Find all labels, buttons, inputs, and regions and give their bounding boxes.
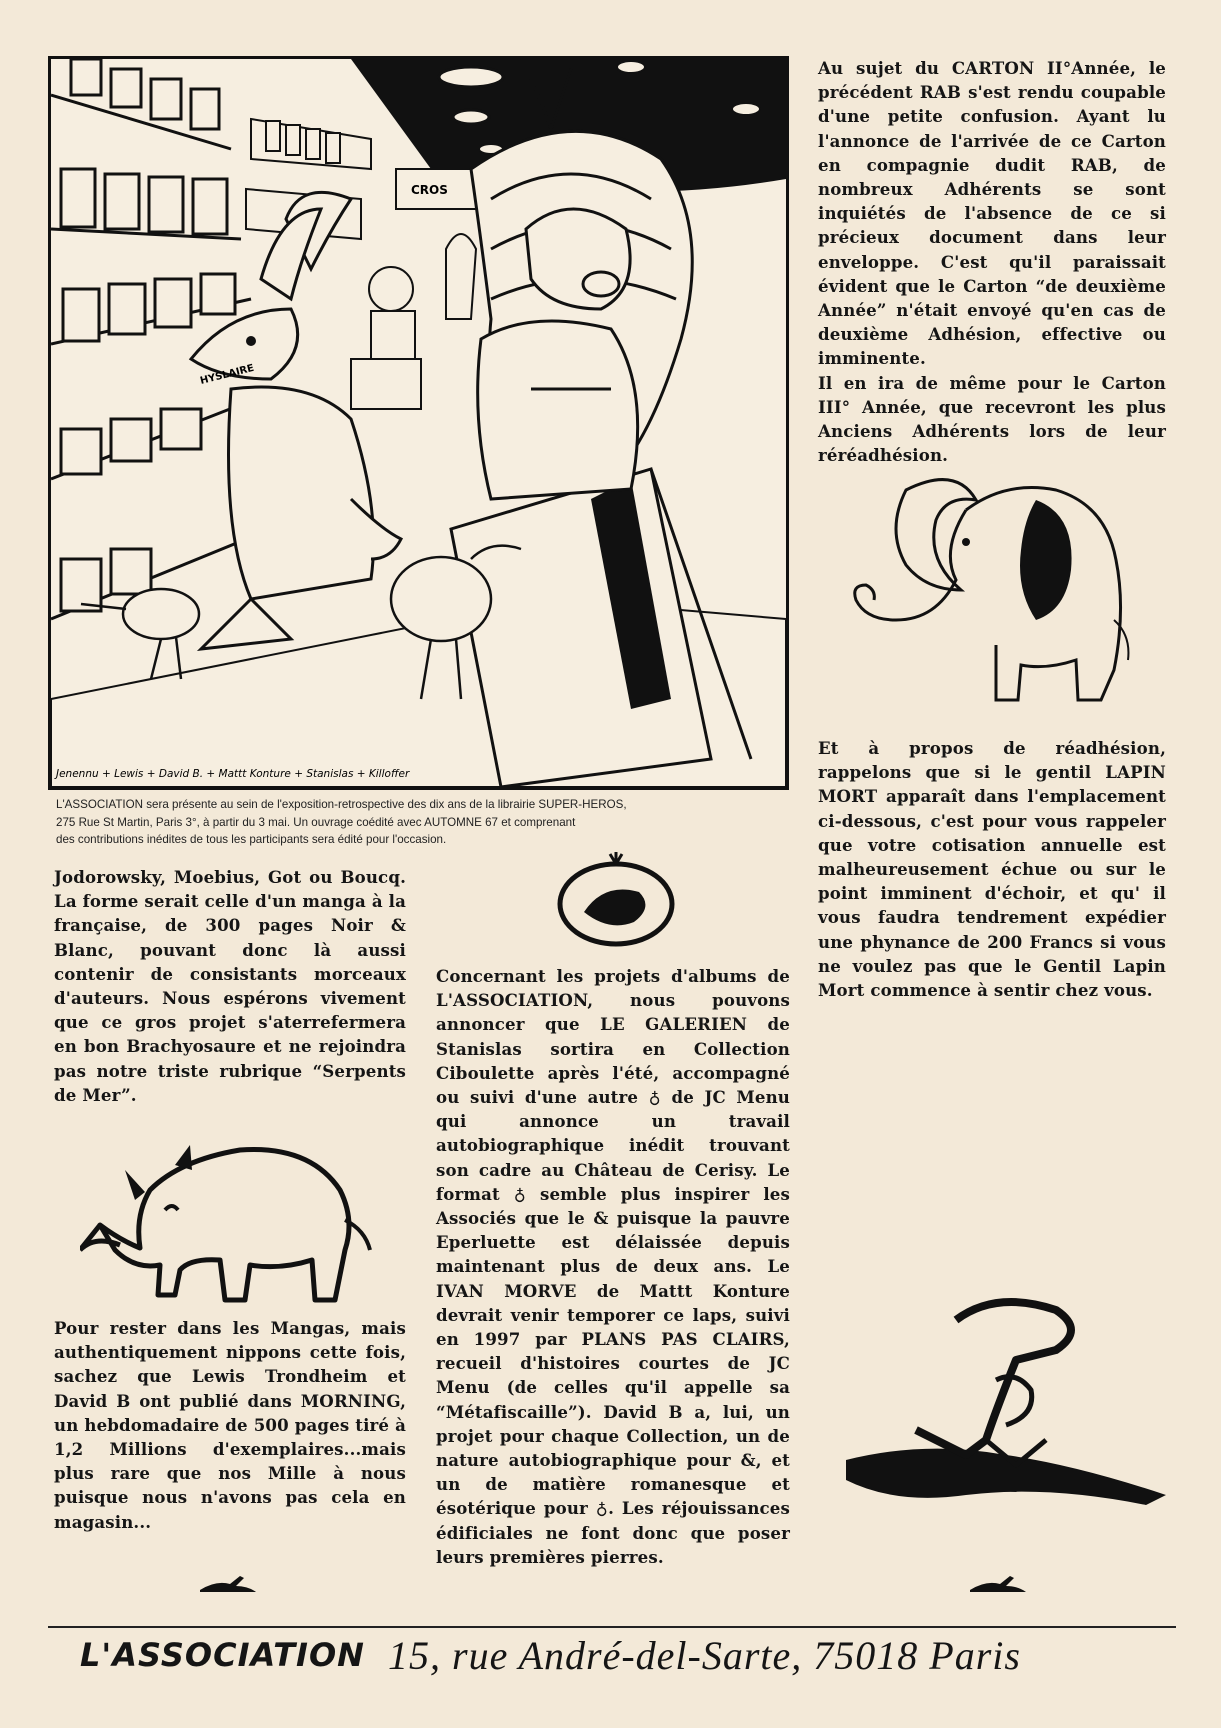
paragraph: Et à propos de réadhésion, rappelons que si le gentil LAPIN MORT apparaît dans l'emplacement ci-dessous, c'est pour vous rappeler que votre cotisation annuelle est malheureusement échue ou sur le point imminent d'échoir, et qu' il vous faudra tendrement expédier une phynance de 200 Francs si vous ne voulez pas que le Gentil Lapin Mort commence à sentir chez vous.: [818, 738, 1166, 1001]
rabbit-icon: [966, 1570, 1030, 1602]
publisher-address: 15, rue André-del-Sarte, 75018 Paris: [388, 1633, 1021, 1678]
footer-divider: [48, 1626, 1176, 1628]
caption-line: L'ASSOCIATION sera présente au sein de l'exposition-retrospective des dix ans de la librairie SUPER-HEROS,: [56, 798, 627, 811]
paragraph: Il en ira de même pour le Carton III° Année, que recevront les plus Anciens Adhérents lors de leur réréadhésion.: [818, 372, 1166, 466]
paragraph: Concernant les projets d'albums de L'ASSOCIATION, nous pouvons annoncer que LE GALERIEN de Stanislas sortira en Collection Ciboulette après l'été, accompagné ou suivi d'une autre ♁ de JC Menu qui annonce un travail autobiographique inédit trouvant son cadre au Château de Cerisy. Le format ♁ semble plus inspirer les Associés que le & puisque la pauvre Eperluette est délaissée depuis maintenant plus de deux ans. Le IVAN MORVE de Mattt Konture devrait venir temporer ce laps, suivi en 1997 par PLANS PAS CLAIRS, recueil d'histoires courtes de JC Menu (de celles qu'il appelle sa “Métafiscaille”). David B a, lui, un projet pour chaque Collection, un de nature autobiographique pour &, et un de matière romanesque et ésotérique pour ♁. Les réjouissances édificiales ne font donc que poser leurs premières pierres.: [436, 966, 790, 1567]
left-column-lower: [54, 1316, 406, 1534]
paragraph: Pour rester dans les Mangas, mais authentiquement nippons cette fois, sachez que Lewis Trondheim et David B ont publié dans MORNING, un hebdomadaire de 500 pages tiré à 1,2 Millions d'exemplaires...mais plus rare que nos Mille à nous puisque nous n'avons pas cela en magasin...: [54, 1318, 406, 1532]
running-figure-doodle: [846, 1290, 1166, 1520]
middle-column: [436, 964, 790, 1569]
shop-sign-text: CROS: [411, 183, 448, 197]
illustration-caption: [56, 796, 786, 849]
right-column: [818, 56, 1166, 467]
book-title-text: HYSLAIRE: [199, 362, 256, 387]
right-column-lower: [818, 736, 1166, 1002]
bookstore-illustration: [48, 56, 789, 790]
caption-line: 275 Rue St Martin, Paris 3°, à partir du 3 mai. Un ouvrage coédité avec AUTOMNE 67 et comprenant: [56, 815, 576, 829]
paragraph: Au sujet du CARTON II°Année, le précédent RAB s'est rendu coupable d'une petite confusion. Ayant lu l'annonce de l'arrivée de ce Carton en compagnie dudit RAB, de nombreux Adhérents se sont inquiétés de l'absence de ce si précieux document dans leur enveloppe. C'est qu'il paraissait évident que le Carton “de deuxième Année” n'était envoyé qu'en cas de deuxième Adhésion, effective ou imminente.: [818, 58, 1166, 369]
bookstore-drawing: [51, 59, 786, 787]
artist-credits: Jenennu + Lewis + David B. + Mattt Konture + Stanislas + Killoffer: [56, 768, 410, 780]
caption-line: des contributions inédites de tous les participants sera édité pour l'occasion.: [56, 833, 447, 846]
association-logo: L'ASSOCIATION: [80, 1636, 365, 1674]
globe-emblem-icon: [554, 852, 678, 948]
rabbit-icon: [196, 1570, 260, 1602]
rhino-doodle: [80, 1130, 380, 1305]
left-column: [54, 865, 406, 1107]
elephant-doodle: [846, 470, 1136, 710]
paragraph: Jodorowsky, Moebius, Got ou Boucq. La forme serait celle d'un manga à la française, de 300 pages Noir & Blanc, pouvant donc là aussi contenir de consistants morceaux d'auteurs. Nous espérons vivement que ce gros projet s'aterrefermera en bon Brachyosaure et ne rejoindra pas notre triste rubrique “Serpents de Mer”.: [54, 867, 407, 1105]
